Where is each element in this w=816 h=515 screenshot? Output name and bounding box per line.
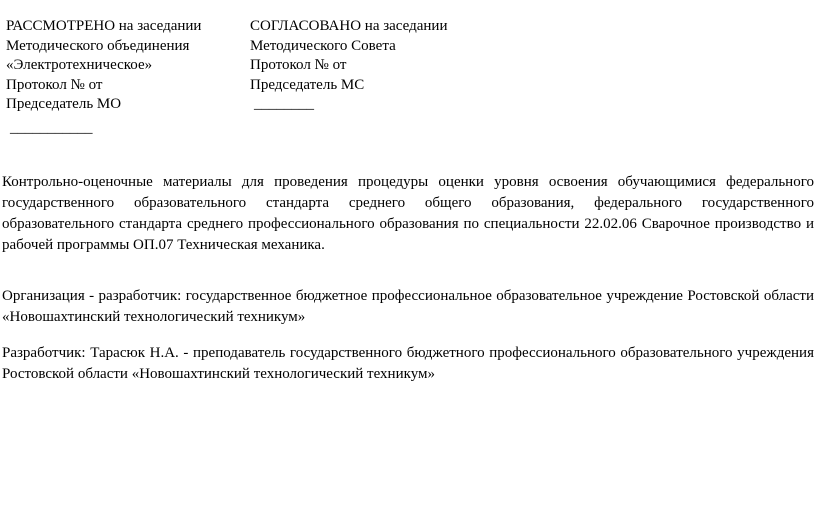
right-line-protocol: Протокол № от (250, 57, 347, 73)
approval-block-right (250, 17, 510, 115)
left-line-union-name: «Электротехническое» (6, 57, 153, 73)
organization-paragraph: Организация - разработчик: государственное бюджетное профессиональное образовательное учреждение Ростовской области «Новошахтинский технологический техникум» (2, 288, 814, 325)
description-paragraph: Контрольно-оценочные материалы для проведения процедуры оценки уровня освоения обучающимися федерального государственного образовательного стандарта среднего общего образования, федерального государственного образовательного стандарта среднего профессионального образования по специальности 22.02.06 Сварочное производство и рабочей программы ОП.07 Техническая механика. (2, 174, 814, 253)
right-line-chairman: Председатель МС (250, 76, 365, 93)
right-line-agreed: СОГЛАСОВАНО на заседании (250, 18, 448, 34)
left-line-methodical-union: Методического объединения (6, 37, 190, 54)
left-line-considered: РАССМОТРЕНО на заседании (6, 18, 202, 34)
left-line-protocol: Протокол № от (6, 76, 103, 93)
left-line-chairman: Председатель МО (6, 96, 122, 112)
right-signature-line: ________ (254, 96, 314, 112)
left-signature-line: ___________ (10, 119, 93, 136)
right-line-methodical-council: Методического Совета (250, 37, 396, 54)
approval-block-left (6, 17, 236, 138)
developer-paragraph: Разработчик: Тарасюк Н.А. - преподаватель государственного бюджетного профессионального образовательного учреждения Ростовской области «Новошахтинский технологический техникум» (2, 345, 814, 382)
